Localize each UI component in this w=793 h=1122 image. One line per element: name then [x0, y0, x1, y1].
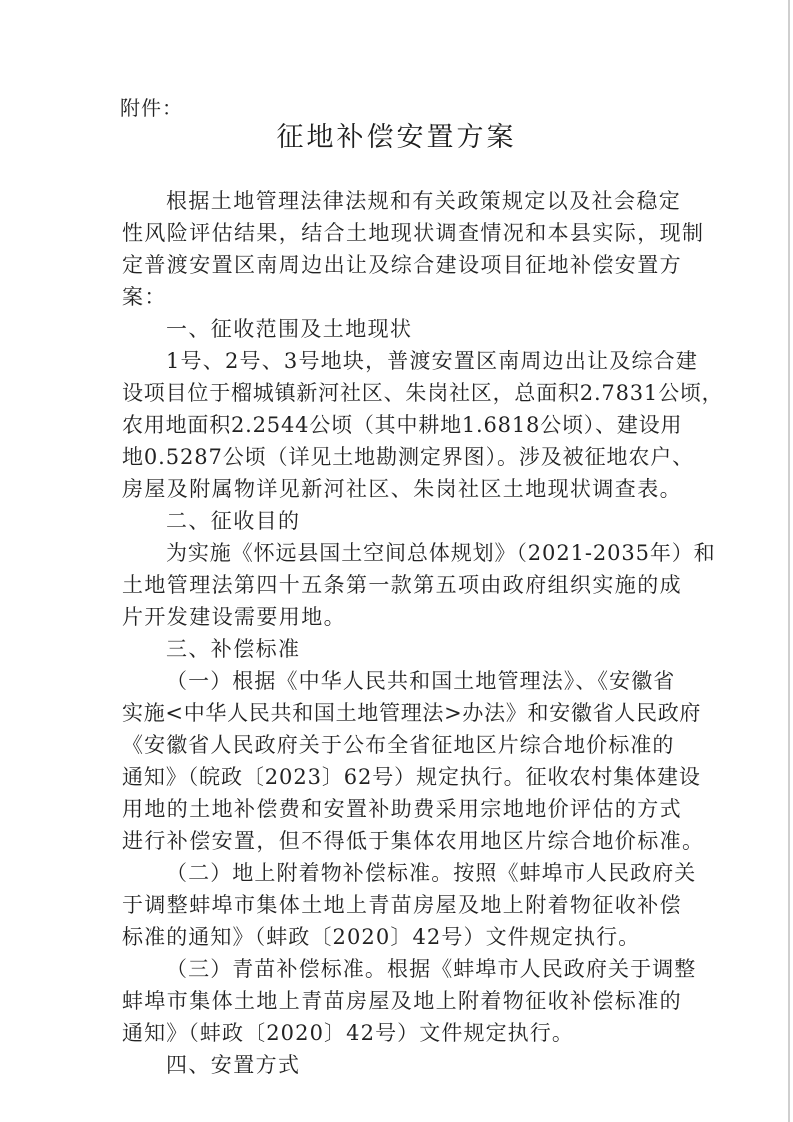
section-heading: 二、征收目的	[166, 509, 301, 533]
paragraph-line: 为实施《怀远县国土空间总体规划》（2021-2035年）和	[166, 541, 716, 565]
paragraph-line: 蚌埠市集体土地上青苗房屋及地上附着物征收补偿标准的	[122, 989, 682, 1013]
scan-edge-line	[788, 0, 790, 1122]
document-title: 征地补偿安置方案	[276, 122, 517, 153]
paragraph-line: 案：	[122, 285, 167, 309]
paragraph-line: （一）根据《中华人民共和国土地管理法》、《安徽省	[166, 669, 676, 693]
paragraph-line: 通知》（皖政〔2023〕62号）规定执行。征收农村集体建设	[122, 765, 701, 789]
paragraph-line: 1号、2号、3号地块，普渡安置区南周边出让及综合建	[166, 349, 699, 373]
paragraph-line: 定普渡安置区南周边出让及综合建设项目征地补偿安置方	[122, 253, 682, 277]
section-heading: 三、补偿标准	[166, 637, 301, 661]
paragraph-line: （三）青苗补偿标准。根据《蚌埠市人民政府关于调整	[166, 957, 697, 981]
paragraph-line: 土地管理法第四十五条第一款第五项由政府组织实施的成	[122, 573, 682, 597]
paragraph-line: 房屋及附属物详见新河社区、朱岗社区土地现状调查表。	[122, 477, 682, 501]
paragraph-line: 设项目位于榴城镇新河社区、朱岗社区，总面积2.7831公顷，	[122, 381, 724, 405]
paragraph-line: 根据土地管理法律法规和有关政策规定以及社会稳定	[166, 189, 682, 213]
section-heading: 一、征收范围及土地现状	[166, 317, 413, 341]
paragraph-line: 地0.5287公顷（详见土地勘测定界图）。涉及被征地农户、	[122, 445, 695, 469]
paragraph-line: 农用地面积2.2544公顷（其中耕地1.6818公顷）、建设用	[122, 413, 683, 437]
paragraph-line: 片开发建设需要用地。	[122, 605, 346, 629]
paragraph-line: 用地的土地补偿费和安置补助费采用宗地地价评估的方式	[122, 797, 682, 821]
paragraph-line: 性风险评估结果，结合土地现状调查情况和本县实际，现制	[122, 221, 705, 245]
paragraph-line: 通知》（蚌政〔2020〕42号）文件规定执行。	[122, 1021, 574, 1045]
paragraph-line: 《安徽省人民政府关于公布全省征地区片综合地价标准的	[122, 733, 675, 757]
attachment-label: 附件：	[120, 96, 183, 120]
paragraph-line: 实施<中华人民共和国土地管理法>办法》和安徽省人民政府	[122, 701, 702, 725]
paragraph-line: 进行补偿安置，但不得低于集体农用地区片综合地价标准。	[122, 829, 705, 853]
paragraph-line: 标准的通知》（蚌政〔2020〕42号）文件规定执行。	[122, 925, 641, 949]
paragraph-line: （二）地上附着物补偿标准。按照《蚌埠市人民政府关	[166, 861, 697, 885]
paragraph-line: 于调整蚌埠市集体土地上青苗房屋及地上附着物征收补偿	[122, 893, 682, 917]
section-heading: 四、安置方式	[166, 1053, 301, 1077]
